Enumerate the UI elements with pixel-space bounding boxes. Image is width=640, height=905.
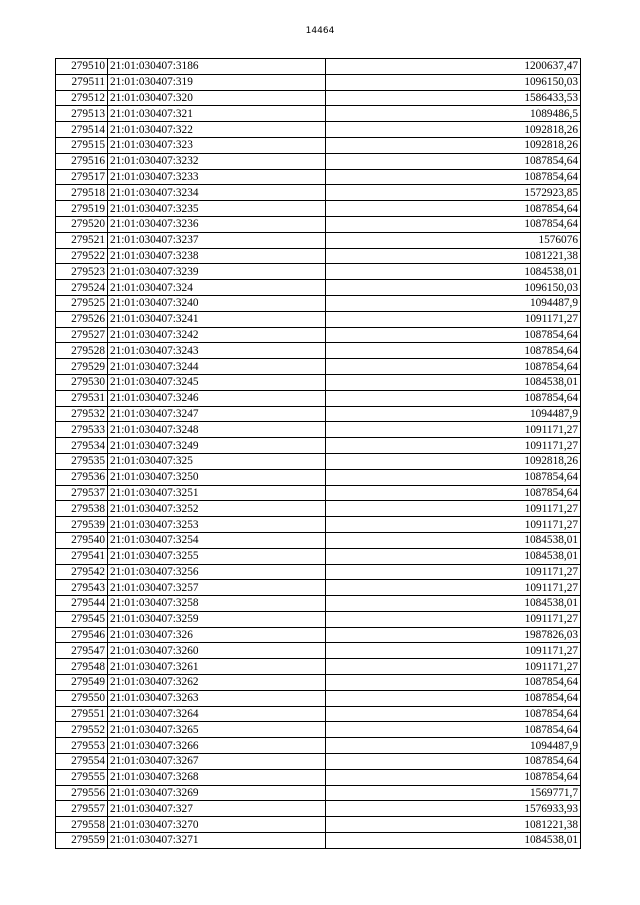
cadastral-number-cell: 21:01:030407:3237 bbox=[108, 232, 326, 248]
cadastral-value-cell: 1087854,64 bbox=[326, 706, 581, 722]
table-row bbox=[56, 643, 581, 659]
cadastral-value-cell: 1987826,03 bbox=[326, 627, 581, 643]
cadastral-number-cell: 21:01:030407:3258 bbox=[108, 596, 326, 612]
table-row bbox=[56, 153, 581, 169]
row-number-cell: 279557 bbox=[56, 801, 108, 817]
cadastral-value-cell: 1586433,53 bbox=[326, 90, 581, 106]
row-number-cell: 279525 bbox=[56, 295, 108, 311]
cadastral-number-cell: 21:01:030407:323 bbox=[108, 137, 326, 153]
cadastral-value-cell: 1084538,01 bbox=[326, 264, 581, 280]
table-row bbox=[56, 564, 581, 580]
cadastral-number-cell: 21:01:030407:319 bbox=[108, 74, 326, 90]
row-number-cell: 279538 bbox=[56, 501, 108, 517]
row-number-cell: 279534 bbox=[56, 438, 108, 454]
row-number-cell: 279539 bbox=[56, 517, 108, 533]
table-row bbox=[56, 137, 581, 153]
table-row bbox=[56, 374, 581, 390]
table-row bbox=[56, 201, 581, 217]
cadastral-number-cell: 21:01:030407:3245 bbox=[108, 374, 326, 390]
cadastral-value-cell: 1087854,64 bbox=[326, 485, 581, 501]
cadastral-value-cell: 1084538,01 bbox=[326, 548, 581, 564]
cadastral-value-cell: 1087854,64 bbox=[326, 675, 581, 691]
table-row bbox=[56, 833, 581, 849]
table-row bbox=[56, 738, 581, 754]
cadastral-value-cell: 1091171,27 bbox=[326, 501, 581, 517]
table-row bbox=[56, 185, 581, 201]
cadastral-value-cell: 1087854,64 bbox=[326, 327, 581, 343]
row-number-cell: 279554 bbox=[56, 754, 108, 770]
cadastral-value-cell: 1091171,27 bbox=[326, 611, 581, 627]
cadastral-value-cell: 1087854,64 bbox=[326, 216, 581, 232]
row-number-cell: 279548 bbox=[56, 659, 108, 675]
cadastral-number-cell: 21:01:030407:326 bbox=[108, 627, 326, 643]
row-number-cell: 279536 bbox=[56, 469, 108, 485]
cadastral-number-cell: 21:01:030407:3264 bbox=[108, 706, 326, 722]
table-row bbox=[56, 295, 581, 311]
cadastral-value-cell: 1096150,03 bbox=[326, 280, 581, 296]
row-number-cell: 279519 bbox=[56, 201, 108, 217]
table-row bbox=[56, 74, 581, 90]
cadastral-value-cell: 1092818,26 bbox=[326, 137, 581, 153]
table-row bbox=[56, 327, 581, 343]
row-number-cell: 279550 bbox=[56, 690, 108, 706]
cadastral-number-cell: 21:01:030407:3249 bbox=[108, 438, 326, 454]
cadastral-number-cell: 21:01:030407:3265 bbox=[108, 722, 326, 738]
row-number-cell: 279553 bbox=[56, 738, 108, 754]
row-number-cell: 279514 bbox=[56, 122, 108, 138]
table-row bbox=[56, 485, 581, 501]
table-row bbox=[56, 785, 581, 801]
cadastral-number-cell: 21:01:030407:3243 bbox=[108, 343, 326, 359]
cadastral-number-cell: 21:01:030407:320 bbox=[108, 90, 326, 106]
row-number-cell: 279523 bbox=[56, 264, 108, 280]
cadastral-number-cell: 21:01:030407:3260 bbox=[108, 643, 326, 659]
cadastral-number-cell: 21:01:030407:3235 bbox=[108, 201, 326, 217]
row-number-cell: 279540 bbox=[56, 532, 108, 548]
row-number-cell: 279541 bbox=[56, 548, 108, 564]
cadastral-value-cell: 1087854,64 bbox=[326, 359, 581, 375]
cadastral-number-cell: 21:01:030407:3254 bbox=[108, 532, 326, 548]
table-row bbox=[56, 311, 581, 327]
row-number-cell: 279543 bbox=[56, 580, 108, 596]
row-number-cell: 279551 bbox=[56, 706, 108, 722]
table-row bbox=[56, 769, 581, 785]
table-row bbox=[56, 169, 581, 185]
cadastral-value-cell: 1084538,01 bbox=[326, 374, 581, 390]
table-row bbox=[56, 532, 581, 548]
table-row bbox=[56, 501, 581, 517]
cadastral-value-cell: 1084538,01 bbox=[326, 596, 581, 612]
cadastral-number-cell: 21:01:030407:3233 bbox=[108, 169, 326, 185]
table-row bbox=[56, 627, 581, 643]
cadastral-number-cell: 21:01:030407:3270 bbox=[108, 817, 326, 833]
row-number-cell: 279520 bbox=[56, 216, 108, 232]
row-number-cell: 279537 bbox=[56, 485, 108, 501]
cadastral-value-cell: 1081221,38 bbox=[326, 248, 581, 264]
cadastral-value-cell: 1087854,64 bbox=[326, 169, 581, 185]
table-row bbox=[56, 817, 581, 833]
cadastral-value-cell: 1091171,27 bbox=[326, 517, 581, 533]
cadastral-number-cell: 21:01:030407:327 bbox=[108, 801, 326, 817]
cadastral-number-cell: 21:01:030407:3250 bbox=[108, 469, 326, 485]
table-row bbox=[56, 659, 581, 675]
cadastral-value-table bbox=[55, 58, 581, 849]
row-number-cell: 279549 bbox=[56, 675, 108, 691]
cadastral-value-cell: 1087854,64 bbox=[326, 390, 581, 406]
table-row bbox=[56, 106, 581, 122]
row-number-cell: 279531 bbox=[56, 390, 108, 406]
row-number-cell: 279518 bbox=[56, 185, 108, 201]
cadastral-number-cell: 21:01:030407:3240 bbox=[108, 295, 326, 311]
cadastral-value-cell: 1094487,9 bbox=[326, 738, 581, 754]
table-row bbox=[56, 438, 581, 454]
cadastral-value-cell: 1087854,64 bbox=[326, 754, 581, 770]
cadastral-value-cell: 1091171,27 bbox=[326, 311, 581, 327]
table-body bbox=[56, 59, 581, 849]
table-row bbox=[56, 216, 581, 232]
row-number-cell: 279556 bbox=[56, 785, 108, 801]
table-row bbox=[56, 232, 581, 248]
cadastral-value-cell: 1087854,64 bbox=[326, 769, 581, 785]
row-number-cell: 279547 bbox=[56, 643, 108, 659]
row-number-cell: 279522 bbox=[56, 248, 108, 264]
row-number-cell: 279559 bbox=[56, 833, 108, 849]
cadastral-value-cell: 1091171,27 bbox=[326, 580, 581, 596]
row-number-cell: 279532 bbox=[56, 406, 108, 422]
table-row bbox=[56, 406, 581, 422]
row-number-cell: 279517 bbox=[56, 169, 108, 185]
cadastral-number-cell: 21:01:030407:3234 bbox=[108, 185, 326, 201]
row-number-cell: 279526 bbox=[56, 311, 108, 327]
cadastral-value-cell: 1096150,03 bbox=[326, 74, 581, 90]
cadastral-value-cell: 1084538,01 bbox=[326, 833, 581, 849]
cadastral-number-cell: 21:01:030407:3262 bbox=[108, 675, 326, 691]
table-row bbox=[56, 611, 581, 627]
cadastral-number-cell: 21:01:030407:3244 bbox=[108, 359, 326, 375]
table-row bbox=[56, 580, 581, 596]
row-number-cell: 279545 bbox=[56, 611, 108, 627]
row-number-cell: 279524 bbox=[56, 280, 108, 296]
cadastral-number-cell: 21:01:030407:3186 bbox=[108, 59, 326, 75]
cadastral-value-cell: 1081221,38 bbox=[326, 817, 581, 833]
cadastral-value-cell: 1087854,64 bbox=[326, 722, 581, 738]
cadastral-number-cell: 21:01:030407:3256 bbox=[108, 564, 326, 580]
cadastral-number-cell: 21:01:030407:3268 bbox=[108, 769, 326, 785]
cadastral-value-cell: 1091171,27 bbox=[326, 643, 581, 659]
row-number-cell: 279542 bbox=[56, 564, 108, 580]
row-number-cell: 279552 bbox=[56, 722, 108, 738]
table-row bbox=[56, 264, 581, 280]
table-row bbox=[56, 90, 581, 106]
cadastral-number-cell: 21:01:030407:3257 bbox=[108, 580, 326, 596]
cadastral-number-cell: 21:01:030407:3238 bbox=[108, 248, 326, 264]
cadastral-value-cell: 1087854,64 bbox=[326, 153, 581, 169]
cadastral-number-cell: 21:01:030407:3248 bbox=[108, 422, 326, 438]
table-row bbox=[56, 390, 581, 406]
table-row bbox=[56, 59, 581, 75]
table-row bbox=[56, 280, 581, 296]
row-number-cell: 279530 bbox=[56, 374, 108, 390]
cadastral-number-cell: 21:01:030407:3246 bbox=[108, 390, 326, 406]
row-number-cell: 279529 bbox=[56, 359, 108, 375]
table-row bbox=[56, 722, 581, 738]
cadastral-value-cell: 1094487,9 bbox=[326, 295, 581, 311]
table-row bbox=[56, 801, 581, 817]
row-number-cell: 279528 bbox=[56, 343, 108, 359]
row-number-cell: 279516 bbox=[56, 153, 108, 169]
table-row bbox=[56, 596, 581, 612]
cadastral-value-cell: 1089486,5 bbox=[326, 106, 581, 122]
cadastral-number-cell: 21:01:030407:3242 bbox=[108, 327, 326, 343]
cadastral-number-cell: 21:01:030407:3267 bbox=[108, 754, 326, 770]
row-number-cell: 279535 bbox=[56, 453, 108, 469]
cadastral-number-cell: 21:01:030407:3261 bbox=[108, 659, 326, 675]
cadastral-number-cell: 21:01:030407:3247 bbox=[108, 406, 326, 422]
cadastral-value-cell: 1087854,64 bbox=[326, 469, 581, 485]
cadastral-number-cell: 21:01:030407:322 bbox=[108, 122, 326, 138]
cadastral-value-cell: 1091171,27 bbox=[326, 564, 581, 580]
table-row bbox=[56, 706, 581, 722]
cadastral-number-cell: 21:01:030407:3252 bbox=[108, 501, 326, 517]
cadastral-value-cell: 1200637,47 bbox=[326, 59, 581, 75]
table-row bbox=[56, 548, 581, 564]
table-row bbox=[56, 122, 581, 138]
table-row bbox=[56, 343, 581, 359]
cadastral-value-cell: 1087854,64 bbox=[326, 690, 581, 706]
table-row bbox=[56, 359, 581, 375]
table-row bbox=[56, 754, 581, 770]
cadastral-number-cell: 21:01:030407:3251 bbox=[108, 485, 326, 501]
cadastral-value-cell: 1576076 bbox=[326, 232, 581, 248]
row-number-cell: 279558 bbox=[56, 817, 108, 833]
row-number-cell: 279512 bbox=[56, 90, 108, 106]
cadastral-number-cell: 21:01:030407:3255 bbox=[108, 548, 326, 564]
cadastral-number-cell: 21:01:030407:3271 bbox=[108, 833, 326, 849]
cadastral-value-cell: 1091171,27 bbox=[326, 422, 581, 438]
row-number-cell: 279533 bbox=[56, 422, 108, 438]
cadastral-value-cell: 1087854,64 bbox=[326, 343, 581, 359]
cadastral-number-cell: 21:01:030407:3232 bbox=[108, 153, 326, 169]
table-row bbox=[56, 690, 581, 706]
cadastral-value-cell: 1572923,85 bbox=[326, 185, 581, 201]
row-number-cell: 279521 bbox=[56, 232, 108, 248]
cadastral-value-cell: 1084538,01 bbox=[326, 532, 581, 548]
row-number-cell: 279555 bbox=[56, 769, 108, 785]
row-number-cell: 279515 bbox=[56, 137, 108, 153]
cadastral-number-cell: 21:01:030407:3239 bbox=[108, 264, 326, 280]
table-row bbox=[56, 248, 581, 264]
cadastral-number-cell: 21:01:030407:3241 bbox=[108, 311, 326, 327]
cadastral-number-cell: 21:01:030407:321 bbox=[108, 106, 326, 122]
table-row bbox=[56, 469, 581, 485]
cadastral-number-cell: 21:01:030407:3269 bbox=[108, 785, 326, 801]
row-number-cell: 279546 bbox=[56, 627, 108, 643]
table-row bbox=[56, 422, 581, 438]
row-number-cell: 279510 bbox=[56, 59, 108, 75]
cadastral-value-cell: 1091171,27 bbox=[326, 659, 581, 675]
cadastral-number-cell: 21:01:030407:324 bbox=[108, 280, 326, 296]
table-row bbox=[56, 453, 581, 469]
table-row bbox=[56, 675, 581, 691]
cadastral-value-cell: 1569771,7 bbox=[326, 785, 581, 801]
cadastral-number-cell: 21:01:030407:3263 bbox=[108, 690, 326, 706]
cadastral-value-cell: 1576933,93 bbox=[326, 801, 581, 817]
cadastral-value-cell: 1092818,26 bbox=[326, 453, 581, 469]
cadastral-number-cell: 21:01:030407:3259 bbox=[108, 611, 326, 627]
cadastral-number-cell: 21:01:030407:3236 bbox=[108, 216, 326, 232]
page-number: 14464 bbox=[305, 26, 335, 36]
cadastral-value-cell: 1087854,64 bbox=[326, 201, 581, 217]
table-row bbox=[56, 517, 581, 533]
row-number-cell: 279544 bbox=[56, 596, 108, 612]
cadastral-number-cell: 21:01:030407:325 bbox=[108, 453, 326, 469]
row-number-cell: 279527 bbox=[56, 327, 108, 343]
cadastral-value-cell: 1092818,26 bbox=[326, 122, 581, 138]
cadastral-value-cell: 1094487,9 bbox=[326, 406, 581, 422]
cadastral-value-cell: 1091171,27 bbox=[326, 438, 581, 454]
cadastral-number-cell: 21:01:030407:3253 bbox=[108, 517, 326, 533]
cadastral-number-cell: 21:01:030407:3266 bbox=[108, 738, 326, 754]
row-number-cell: 279511 bbox=[56, 74, 108, 90]
row-number-cell: 279513 bbox=[56, 106, 108, 122]
